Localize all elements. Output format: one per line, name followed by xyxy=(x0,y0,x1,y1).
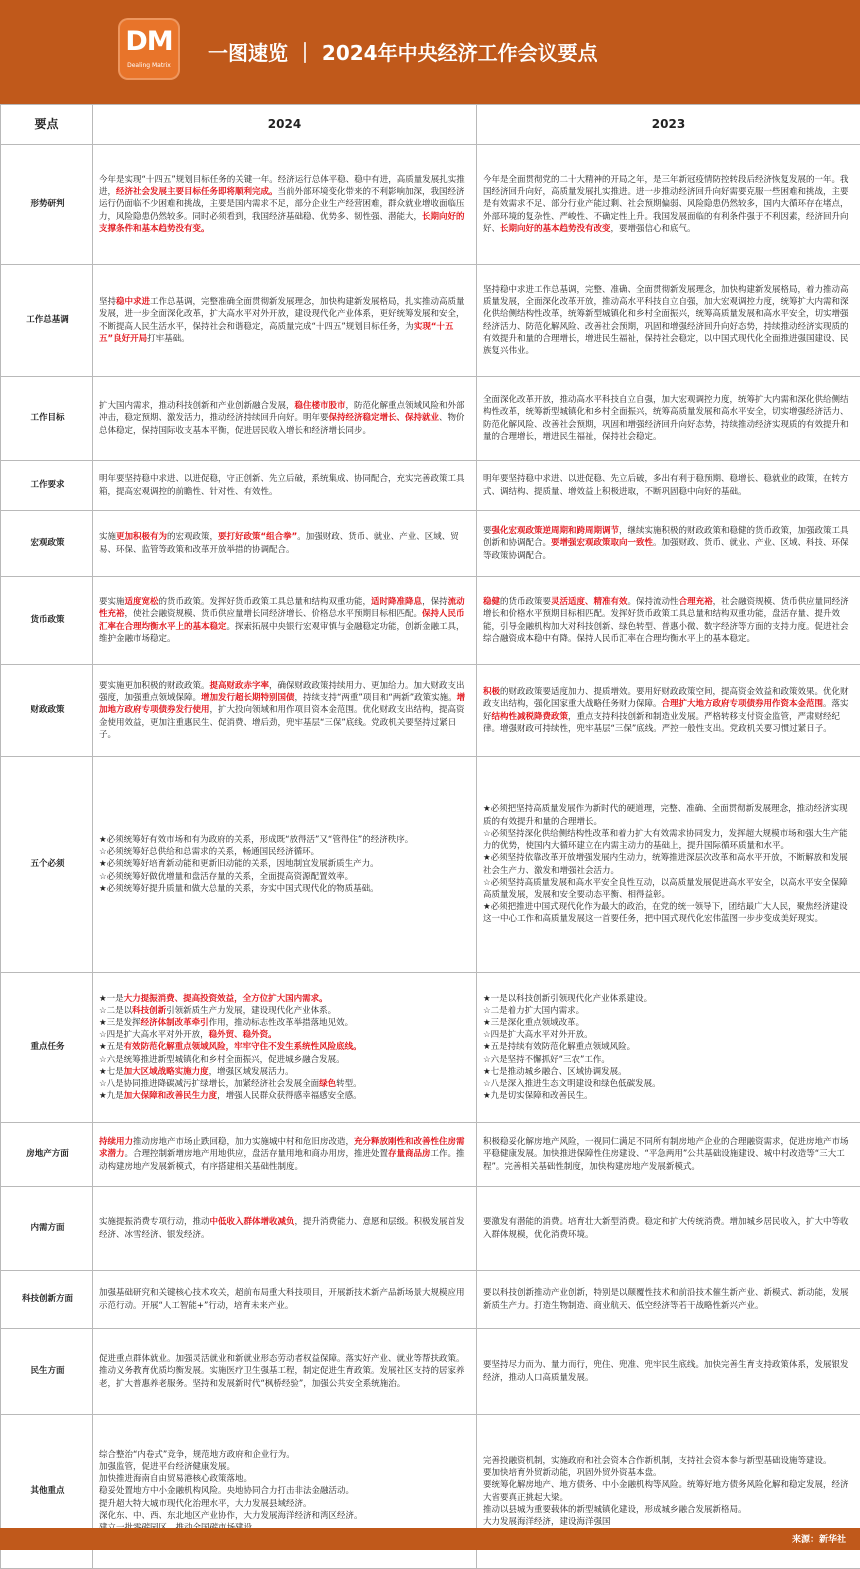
text-segment: 今年是实现“十四五”规划目标任务的关键一年。经济运行总体平稳、稳中有进，高质量发展扎实推进， xyxy=(99,175,465,197)
text-segment: ☆六是坚持不懈抓好“三农”工作。 xyxy=(483,1055,610,1065)
dm-logo xyxy=(118,18,180,80)
source-note: 来源：新华社 xyxy=(792,1532,846,1545)
highlighted-text: 中低收入群体增收减负 xyxy=(210,1217,295,1227)
text-segment: ，增强区域发展活力。 xyxy=(209,1067,294,1077)
text-segment: 加强监管，促进平台经济健康发展。 xyxy=(99,1462,235,1472)
text-segment: 。探索拓展中央银行宏观审慎与金融稳定功能，创新金融工具，维护金融市场稳定。 xyxy=(99,622,465,644)
cell-2024 xyxy=(93,265,477,377)
table-row xyxy=(1,145,860,265)
text-segment: 的货币政策。发挥好货币政策工具总量和结构双重功能， xyxy=(159,597,372,607)
highlighted-text: 经济体制改革牵引 xyxy=(141,1018,209,1028)
table-row xyxy=(1,265,860,377)
cell-2024 xyxy=(93,757,477,973)
text-segment: ★必须统筹好有效市场和有为政府的关系，形成既“放得活”又“管得住”的经济秩序。 xyxy=(99,835,413,845)
table-row xyxy=(1,461,860,511)
text-segment: ★五是持续有效防范化解重点领域风险。 xyxy=(483,1042,635,1052)
cell-2023 xyxy=(477,577,860,665)
text-segment: 综合整治“内卷式”竞争，规范地方政府和企业行为。 xyxy=(99,1450,295,1460)
cell-2023 xyxy=(477,973,860,1123)
cell-2024 xyxy=(93,1187,477,1271)
highlighted-text: 增加地方政府专项债券发行使用 xyxy=(99,693,465,715)
text-segment: ，确保财政政策持续用力、更加给力。加大财政支出强度，加强重点领域保障。 xyxy=(99,681,465,703)
cell-2024 xyxy=(93,1271,477,1329)
logo-text: DM xyxy=(118,26,180,57)
text-segment: 促进重点群体就业。加强灵活就业和新就业形态劳动者权益保障。落实好产业、就业等帮扶政策。推动义务教育优质均衡发展。实施医疗卫生强基工程，制定促进生育政策。发展社区支持的居家养老，扩大普惠养老服务。坚持和发展新时代“枫桥经验”，加强公共安全系统施治。 xyxy=(99,1354,465,1388)
text-segment: ★七是推动城乡融合、区域协调发展。 xyxy=(483,1067,627,1077)
text-segment: ，要增强信心和底气。 xyxy=(611,224,696,234)
text-segment: 完善投融资机制，实施政府和社会资本合作新机制，支持社会资本参与新型基础设施等建设。 xyxy=(483,1456,832,1466)
row-label: 工作总基调 xyxy=(1,265,93,377)
header-bar xyxy=(0,0,860,104)
text-segment: 明年要坚持稳中求进、以进促稳、先立后破，多出有利于稳预期、稳增长、稳就业的政策，在转方式、调结构、提质量、增效益上积极进取，不断巩固稳中向好的基础。 xyxy=(483,474,849,496)
highlighted-text: 合理扩大地方政府专项债券用作资本金范围 xyxy=(662,699,824,709)
row-label: 民生方面 xyxy=(1,1329,93,1415)
highlighted-text: 稳健 xyxy=(483,597,500,607)
row-label: 重点任务 xyxy=(1,973,93,1123)
highlighted-text: 稳外贸、稳外资。 xyxy=(209,1030,277,1040)
text-segment: ★五是 xyxy=(99,1042,124,1052)
table-row xyxy=(1,665,860,757)
text-segment: 当前外部环境变化带来的不利影响加深，我国经济运行仍面临不少困难和挑战，主要是国内需求不足，部分企业生产经营困难，群众就业增收面临压力，风险隐患仍然较多。同时必须看到，我国经济基础稳、优势多、韧性强、潜能大， xyxy=(99,187,465,221)
text-segment: ★必须统筹好提升质量和做大总量的关系，夯实中国式现代化的物质基础。 xyxy=(99,884,379,894)
highlighted-text: 强化宏观政策逆周期和跨周期调节 xyxy=(492,526,620,536)
cell-2023 xyxy=(477,145,860,265)
highlighted-text: 增加发行超长期特别国债 xyxy=(201,693,295,703)
text-segment: ★必须统筹好培育新动能和更新旧动能的关系，因地制宜发展新质生产力。 xyxy=(99,859,379,869)
highlighted-text: 实现“十五五”良好开局 xyxy=(99,322,453,344)
text-segment: 转型。 xyxy=(336,1079,362,1089)
table-row xyxy=(1,377,860,461)
cell-2024 xyxy=(93,145,477,265)
text-segment: ，重点支持科技创新和制造业发展。严格转移支付资金监管，严肃财经纪律。增强财政可持续性，兜牢基层“三保”底线。严控一般性支出。党政机关要习惯过紧日子。 xyxy=(483,712,840,734)
cell-2023 xyxy=(477,1187,860,1271)
text-segment: 。加强财政、货币、就业、产业、区域、科技、环保等政策协调配合。 xyxy=(483,538,849,560)
text-segment: ，扩大投向领域和用作项目资本金范围。优化财政支出结构，提高资金使用效益，更加注重惠民生、促消费、增后劲，兜牢基层“三保”底线。党政机关要坚持过紧日子。 xyxy=(99,705,465,739)
text-segment: 加快推进海南自由贸易港核心政策落地。 xyxy=(99,1474,252,1484)
cell-2023 xyxy=(477,1329,860,1415)
comparison-table xyxy=(0,104,860,1569)
text-segment: ☆八是协同推进降碳减污扩绿增长，加紧经济社会发展全面 xyxy=(99,1079,319,1089)
text-segment: 稳妥处置地方中小金融机构风险。央地协同合力打击非法金融活动。 xyxy=(99,1486,354,1496)
highlighted-text: 更加积极有为 xyxy=(116,532,167,542)
text-segment: 。加强财政、货币、就业、产业、区域、贸易、环保、监管等政策和改革开放举措的协调配合。 xyxy=(99,532,459,554)
cell-2023 xyxy=(477,757,860,973)
text-segment: ☆必须坚持高质量发展和高水平安全良性互动，以高质量发展促进高水平安全，以高水平安全保障高质量发展，发展和安全要动态平衡、相得益彰。 xyxy=(483,878,848,900)
row-label: 其他重点 xyxy=(1,1415,93,1569)
logo-subtitle: Dealing Matrix xyxy=(118,62,180,69)
text-segment: 要以科技创新推动产业创新，特别是以颠覆性技术和前沿技术催生新产业、新模式、新动能，发展新质生产力。打造生物制造、商业航天、低空经济等若干战略性新兴产业。 xyxy=(483,1288,849,1310)
text-segment: 。合理控制新增房地产用地供应，盘活存量用地和商办用房，推进处置 xyxy=(125,1149,389,1159)
text-segment: 深化东、中、西、东北地区产业协作，大力发展海洋经济和湾区经济。 xyxy=(99,1511,363,1521)
row-label: 宏观政策 xyxy=(1,511,93,577)
text-segment: ★三是深化重点领域改革。 xyxy=(483,1018,584,1028)
table-row xyxy=(1,1187,860,1271)
row-label: 科技创新方面 xyxy=(1,1271,93,1329)
text-segment: 工作。推动构建房地产发展新模式，有序搭建相关基础性制度。 xyxy=(99,1149,465,1171)
row-label: 财政政策 xyxy=(1,665,93,757)
highlighted-text: 保持经济稳定增长、保持就业 xyxy=(329,413,440,423)
highlighted-text: 稳中求进 xyxy=(116,297,150,307)
cell-2023 xyxy=(477,511,860,577)
text-segment: 实施 xyxy=(99,532,116,542)
table-header-row xyxy=(1,105,860,145)
text-segment: 、物价总体稳定，保持国际收支基本平衡，促进居民收入增长和经济增长同步。 xyxy=(99,413,465,435)
table-row xyxy=(1,511,860,577)
text-segment: ★必须把推进中国式现代化作为最大的政治，在党的统一领导下，团结最广大人民，聚焦经济建设这一中心工作和高质量发展这一首要任务，把中国式现代化宏伟蓝图一步步变成美好现实。 xyxy=(483,902,848,924)
text-segment: 。保持流动性 xyxy=(628,597,679,607)
text-segment: ★一是以科技创新引领现代化产业体系建设。 xyxy=(483,994,652,1004)
text-segment: 坚持稳中求进工作总基调，完整、准确、全面贯彻新发展理念，加快构建新发展格局，着力推动高质量发展，全面深化改革开放，推动高水平科技自立自强，加大宏观调控力度，统筹扩大内需和深化供给侧结构性改革，统筹新型城镇化和乡村全面振兴，统筹高质量发展和高水平安全，切实增强经济活力、防范化解风险、改善社会预期，巩固和增强经济回升向好态势，持续推动经济实现质的有效提升和量的合理增长，增进民生福祉，保持社会稳定，以中国式现代化全面推进强国建设、民族复兴伟业。 xyxy=(483,285,849,356)
text-segment: ★九是 xyxy=(99,1091,124,1101)
highlighted-text: 绿色 xyxy=(319,1079,336,1089)
highlighted-text: 积极 xyxy=(483,687,500,697)
text-segment: ★九是切实保障和改善民生。 xyxy=(483,1091,593,1101)
highlighted-text: 持续用力 xyxy=(99,1137,133,1147)
text-segment: ★三是发挥 xyxy=(99,1018,141,1028)
table-row xyxy=(1,577,860,665)
text-segment: ☆四是扩大高水平对外开放。 xyxy=(483,1030,593,1040)
text-segment: 加强基础研究和关键核心技术攻关，超前布局重大科技项目，开展新技术新产品新场景大规模应用示范行动。开展“人工智能+”行动，培育未来产业。 xyxy=(99,1288,465,1310)
text-segment: 要激发有潜能的消费。培育壮大新型消费。稳定和扩大传统消费。增加城乡居民收入，扩大中等收入群体规模，优化消费环境。 xyxy=(483,1217,849,1239)
highlighted-text: 加大保障和改善民生力度 xyxy=(124,1091,218,1101)
highlighted-text: 灵活适度、精准有效 xyxy=(551,597,628,607)
text-segment: 要 xyxy=(483,526,492,536)
text-segment: ☆必须坚持深化供给侧结构性改革和着力扩大有效需求协同发力，发挥超大规模市场和强大生产能力的优势，使国内大循环建立在内需主动力的基础上，提升国际循环质量和水平。 xyxy=(483,829,848,851)
cell-2024 xyxy=(93,577,477,665)
row-label: 五个必须 xyxy=(1,757,93,973)
text-segment: 坚持 xyxy=(99,297,116,307)
text-segment: ☆八是深入推进生态文明建设和绿色低碳发展。 xyxy=(483,1079,661,1089)
cell-2024 xyxy=(93,461,477,511)
text-segment: ，保持 xyxy=(422,597,448,607)
highlighted-text: 长期向好的支撑条件和基本趋势没有变。 xyxy=(99,212,465,234)
row-label: 内需方面 xyxy=(1,1187,93,1271)
text-segment: ★必须坚持依靠改革开放增强发展内生动力，统筹推进深层次改革和高水平开放，不断解放和发展社会生产力、激发和增强社会活力。 xyxy=(483,853,848,875)
text-segment: 作用，推动标志性改革举措落地见效。 xyxy=(209,1018,354,1028)
highlighted-text: 稳住楼市股市 xyxy=(295,401,346,411)
cell-2023 xyxy=(477,1271,860,1329)
text-segment: ★必须把坚持高质量发展作为新时代的硬道理，完整、准确、全面贯彻新发展理念，推动经济实现质的有效提升和量的合理增长。 xyxy=(483,804,848,826)
table-row xyxy=(1,1123,860,1187)
cell-2023 xyxy=(477,665,860,757)
cell-2023 xyxy=(477,265,860,377)
text-segment: ，使社会融资规模、货币供应量增长同经济增长、价格总水平预期目标相匹配。 xyxy=(125,609,423,619)
page-title: 一图速览 ｜ 2024年中央经济工作会议要点 xyxy=(208,36,598,70)
column-header-2024: 2024 xyxy=(93,105,477,145)
text-segment: ☆二是以 xyxy=(99,1006,132,1016)
text-segment: 要加快培育外贸新动能，巩固外贸外资基本盘。 xyxy=(483,1468,662,1478)
cell-2024 xyxy=(93,1329,477,1415)
highlighted-text: 经济社会发展主要目标任务即将顺利完成。 xyxy=(116,187,278,197)
highlighted-text: 要增强宏观政策取向一致性 xyxy=(551,538,653,548)
row-label: 工作要求 xyxy=(1,461,93,511)
table-row xyxy=(1,973,860,1123)
highlighted-text: 适度宽松 xyxy=(125,597,159,607)
text-segment: 打牢基础。 xyxy=(147,334,190,344)
highlighted-text: 大力提振消费、提高投资效益，全方位扩大国内需求。 xyxy=(124,994,328,1004)
text-segment: 提升超大特大城市现代化治理水平，大力发展县域经济。 xyxy=(99,1499,312,1509)
column-header-topic: 要点 xyxy=(1,105,93,145)
highlighted-text: 加大区域战略实施力度 xyxy=(124,1067,209,1077)
highlighted-text: 提高财政赤字率 xyxy=(210,681,270,691)
highlighted-text: 要打好政策“组合拳” xyxy=(218,532,297,542)
row-label: 货币政策 xyxy=(1,577,93,665)
highlighted-text: 有效防范化解重点领域风险，牢牢守住不发生系统性风险底线。 xyxy=(124,1042,362,1052)
row-label: 房地产方面 xyxy=(1,1123,93,1187)
row-label: 形势研判 xyxy=(1,145,93,265)
highlighted-text: 合理充裕 xyxy=(679,597,713,607)
highlighted-text: 充分释放刚性和改善性住房需求潜力 xyxy=(99,1137,465,1159)
cell-2024 xyxy=(93,1123,477,1187)
text-segment: 推动房地产市场止跌回稳，加力实施城中村和危旧房改造， xyxy=(133,1137,354,1147)
text-segment: 积极稳妥化解房地产风险，一视同仁满足不同所有制房地产企业的合理融资需求，促进房地产市场平稳健康发展。加快推进保障性住房建设、“平急两用”公共基础设施建设、城中村改造等“三大工程”。完善相关基础性制度，加快构建房地产发展新模式。 xyxy=(483,1137,849,1171)
text-segment: 实施提振消费专项行动，推动 xyxy=(99,1217,210,1227)
column-header-2023: 2023 xyxy=(477,105,860,145)
cell-2024 xyxy=(93,973,477,1123)
row-label: 工作目标 xyxy=(1,377,93,461)
text-segment: ，社会融资规模、货币供应量同经济增长和价格水平预期目标相匹配。发挥好货币政策工具总量和结构双重功能，盘活存量、提升效能，引导金融机构加大对科技创新、绿色转型、普惠小微、数字经济等方面的支持力度。促进社会综合融资成本稳中有降。保持人民币汇率在合理均衡水平上的基本稳定。 xyxy=(483,597,849,644)
text-segment: 扩大国内需求，推动科技创新和产业创新融合发展， xyxy=(99,401,295,411)
text-segment: 工作总基调，完整准确全面贯彻新发展理念，加快构建新发展格局，扎实推动高质量发展，进一步全面深化改革，扩大高水平对外开放，建设现代化产业体系，更好统筹发展和安全，不断提高人民生活水平，保持社会和谐稳定，高质量完成“十四五”规划目标任务，为 xyxy=(99,297,465,331)
text-segment: 全面深化改革开放，推动高水平科技自立自强，加大宏观调控力度，统筹扩大内需和深化供给侧结构性改革，统筹新型城镇化和乡村全面振兴，统筹高质量发展和高水平安全，切实增强经济活力、防范化解风险、改善社会预期，巩固和增强经济回升向好态势，持续推动经济实现质的有效提升和量的合理增长，增进民生福祉，保持社会稳定。 xyxy=(483,395,849,442)
cell-2024 xyxy=(93,377,477,461)
cell-2024 xyxy=(93,511,477,577)
highlighted-text: 科技创新 xyxy=(132,1006,166,1016)
text-segment: ，提升消费能力、意愿和层级。积极发展首发经济、冰雪经济、银发经济。 xyxy=(99,1217,465,1239)
highlighted-text: 流动性充裕 xyxy=(99,597,465,619)
cell-2024 xyxy=(93,665,477,757)
text-segment: ★七是 xyxy=(99,1067,124,1077)
text-segment: ，持续支持“两重”项目和“两新”政策实施。 xyxy=(295,693,457,703)
text-segment: ，继续实施积极的财政政策和稳健的货币政策，加强政策工具创新和协调配合。 xyxy=(483,526,849,548)
text-segment: ☆二是着力扩大国内需求。 xyxy=(483,1006,584,1016)
text-segment: ，增强人民群众获得感幸福感安全感。 xyxy=(217,1091,362,1101)
table-row xyxy=(1,1271,860,1329)
cell-2023 xyxy=(477,377,860,461)
text-segment: 的财政政策要适度加力、提质增效。要用好财政政策空间，提高资金效益和政策效果。优化财政支出结构，强化国家重大战略任务财力保障。 xyxy=(483,687,849,709)
text-segment: 大力发展海洋经济，建设海洋强国 xyxy=(483,1517,611,1527)
highlighted-text: 存量商品房 xyxy=(388,1149,431,1159)
text-segment: 推动以县城为重要载体的新型城镇化建设，形成城乡融合发展新格局。 xyxy=(483,1505,747,1515)
highlighted-text: 长期向好的基本趋势没有改变 xyxy=(500,224,611,234)
table-row xyxy=(1,1329,860,1415)
text-segment: ☆六是统筹推进新型城镇化和乡村全面振兴，促进城乡融合发展。 xyxy=(99,1055,345,1065)
highlighted-text: 适时降准降息 xyxy=(371,597,422,607)
text-segment: 明年要坚持稳中求进、以进促稳，守正创新、先立后破，系统集成、协同配合，充实完善政策工具箱，提高宏观调控的前瞻性、针对性、有效性。 xyxy=(99,474,465,496)
text-segment: ，防范化解重点领域风险和外部冲击，稳定预期、激发活力，推动经济持续回升向好。明年要 xyxy=(99,401,465,423)
text-segment: 引领新质生产力发展，建设现代化产业体系。 xyxy=(166,1006,336,1016)
cell-2023 xyxy=(477,1123,860,1187)
text-segment: 要实施更加积极的财政政策。 xyxy=(99,681,210,691)
footer-bar xyxy=(0,1528,860,1550)
table-row xyxy=(1,757,860,973)
highlighted-text: 结构性减税降费政策 xyxy=(492,712,569,722)
text-segment: 的宏观政策， xyxy=(167,532,218,542)
text-segment: 。落实好 xyxy=(483,699,849,721)
text-segment: ★一是 xyxy=(99,994,124,1004)
cell-2023 xyxy=(477,461,860,511)
text-segment: 要统筹化解房地产、地方债务、中小金融机构等风险。统筹好地方债务风险化解和稳定发展，经济大省要真正挑起大梁。 xyxy=(483,1480,849,1502)
text-segment: 要实施 xyxy=(99,597,125,607)
text-segment: ☆四是扩大高水平对外开放， xyxy=(99,1030,209,1040)
text-segment: 要坚持尽力而为、量力而行，兜住、兜准、兜牢民生底线。加快完善生育支持政策体系，发展银发经济，推动人口高质量发展。 xyxy=(483,1360,849,1382)
text-segment: ☆必须统筹好总供给和总需求的关系，畅通国民经济循环。 xyxy=(99,847,319,857)
text-segment: ☆必须统筹好做优增量和盘活存量的关系，全面提高资源配置效率。 xyxy=(99,872,353,882)
highlighted-text: 保持人民币汇率在合理均衡水平上的基本稳定 xyxy=(99,609,465,631)
text-segment: 今年是全面贯彻党的二十大精神的开局之年，是三年新冠疫情防控转段后经济恢复发展的一年。我国经济回升向好，高质量发展扎实推进。进一步推动经济回升向好需要克服一些困难和挑战，主要是有效需求不足、部分行业产能过剩、社会预期偏弱、风险隐患仍然较多，国内大循环存在堵点，外部环境的复杂性、严峻性、不确定性上升。我国发展面临的有利条件强于不利因素，经济回升向好、 xyxy=(483,175,849,234)
text-segment: 的货币政策要 xyxy=(500,597,551,607)
